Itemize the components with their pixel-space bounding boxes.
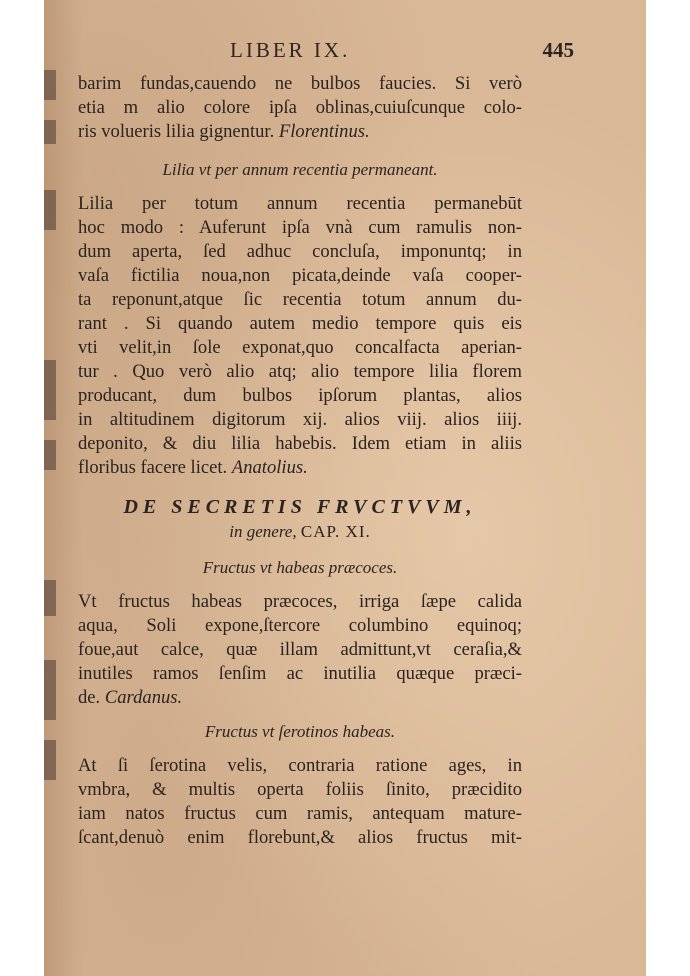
text-line-body: de.: [78, 687, 101, 708]
text-line: ſcant,denuò enim florebunt,& alios fructus mit-: [78, 827, 522, 848]
page-edge-bleed: [44, 120, 56, 144]
text-line: foue,aut calce, quæ illam admittunt,vt ceraſia,&: [78, 639, 522, 660]
text-line: [78, 120, 522, 144]
text-line: inutiles ramos ſenſim ac inutilia quæque præci-: [78, 663, 522, 684]
text-line: tur . Quo verò alio atq; alio tempore lilia florem: [78, 361, 522, 382]
text-line: in altitudinem digitorum xij. alios viij. alios iiij.: [78, 409, 522, 430]
page-edge-bleed: [44, 360, 56, 420]
text-line: At ſi ſerotina velis, contraria ratione ages, in: [78, 755, 522, 776]
text-line: etia m alio colore ipſa oblinas,cuiuſcunque colo-: [78, 97, 522, 118]
page-edge-bleed: [44, 440, 56, 470]
text-line: producant, dum bulbos ipſorum plantas, alios: [78, 385, 522, 406]
text-line: iam natos fructus cum ramis, antequam mature-: [78, 803, 522, 824]
author-citation: Florentinus.: [278, 121, 370, 142]
text-line: vmbra, & multis operta foliis ſinito, præcidito: [78, 779, 522, 800]
text-line: [78, 686, 522, 710]
section-heading: Lilia vt per annum recentia permaneant.: [162, 160, 438, 179]
section-heading: Fructus vt ſerotinos habeas.: [204, 722, 396, 741]
section-heading: Fructus vt habeas præcoces.: [202, 558, 398, 577]
running-title: LIBER IX.: [230, 38, 351, 62]
text-line-body: floribus facere licet.: [78, 457, 228, 478]
chapter-number: CAP. XI.: [300, 522, 371, 541]
text-line: rant . Si quando autem medio tempore quis eis: [78, 313, 522, 334]
book-page: [44, 0, 646, 976]
text-line: [78, 456, 522, 480]
page-edge-bleed: [44, 660, 56, 720]
running-header: [44, 38, 646, 68]
text-line: hoc modo : Auferunt ipſa vnà cum ramulis non-: [78, 217, 522, 238]
text-line: ta reponunt,atque ſic recentia totum annum du-: [78, 289, 522, 310]
page-number: 445: [542, 38, 574, 62]
author-citation: Anatolius.: [231, 457, 308, 478]
author-citation: Cardanus.: [104, 687, 183, 708]
page-edge-bleed: [44, 740, 56, 780]
text-line: deponito, & diu lilia habebis. Idem etiam in aliis: [78, 433, 522, 454]
chapter-subtitle: [78, 522, 522, 542]
text-line: vti velit,in ſole exponat,quo concalfacta aperian-: [78, 337, 522, 358]
text-line: vaſa fictilia noua,non picata,deinde vaſa cooper-: [78, 265, 522, 286]
chapter-subtitle-text: in genere,: [229, 522, 297, 541]
text-line: Vt fructus habeas præcoces, irriga ſæpe calida: [78, 591, 522, 612]
text-line-body: ris volueris lilia gignentur.: [78, 121, 275, 142]
page-edge-bleed: [44, 70, 56, 100]
page-edge-bleed: [44, 580, 56, 616]
text-line: barim fundas,cauendo ne bulbos faucies. Si verò: [78, 73, 522, 94]
text-line: dum aperta, ſed adhuc concluſa, imponuntq; in: [78, 241, 522, 262]
text-line: aqua, Soli expone,ſtercore columbino equinoq;: [78, 615, 522, 636]
page-edge-bleed: [44, 190, 56, 230]
chapter-title: DE SECRETIS FRVCTVVM,: [123, 496, 477, 518]
text-line: Lilia per totum annum recentia permanebūt: [78, 193, 522, 214]
